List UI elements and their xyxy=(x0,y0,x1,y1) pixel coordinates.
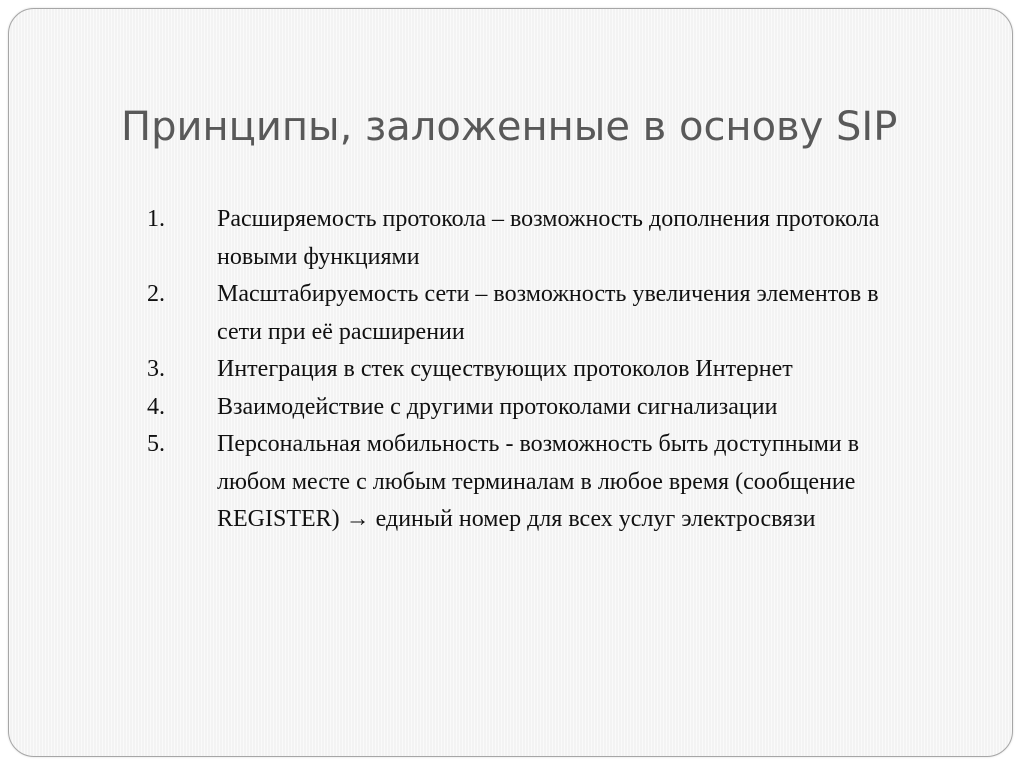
list-item xyxy=(147,276,907,351)
slide-title: Принципы, заложенные в основу SIP xyxy=(121,104,898,150)
item-number: 2. xyxy=(147,281,165,307)
list-item xyxy=(147,351,907,389)
list-item xyxy=(147,201,907,276)
item-text: Расширяемость протокола – возможность дополнения протокола новыми функциями xyxy=(217,206,880,270)
item-number: 3. xyxy=(147,356,165,382)
list-item xyxy=(147,426,907,539)
principles-list xyxy=(147,201,907,539)
item-number: 4. xyxy=(147,393,165,420)
item-text: Масштабируемость сети – возможность увеличения элементов в сети при её расширении xyxy=(217,281,879,345)
slide-frame xyxy=(8,8,1013,757)
item-text: Взаимодействие с другими протоколами сигнализации xyxy=(217,393,778,420)
item-text: Персональная мобильность - возможность быть доступными в любом месте с любым терминалам в любое время (сообщение REGISTER) → единый номер для всех услуг электросвязи xyxy=(217,431,860,532)
item-number: 1. xyxy=(147,206,165,232)
item-text: Интеграция в стек существующих протоколов Интернет xyxy=(217,356,793,382)
list-item xyxy=(147,389,907,427)
item-number: 5. xyxy=(147,431,165,457)
